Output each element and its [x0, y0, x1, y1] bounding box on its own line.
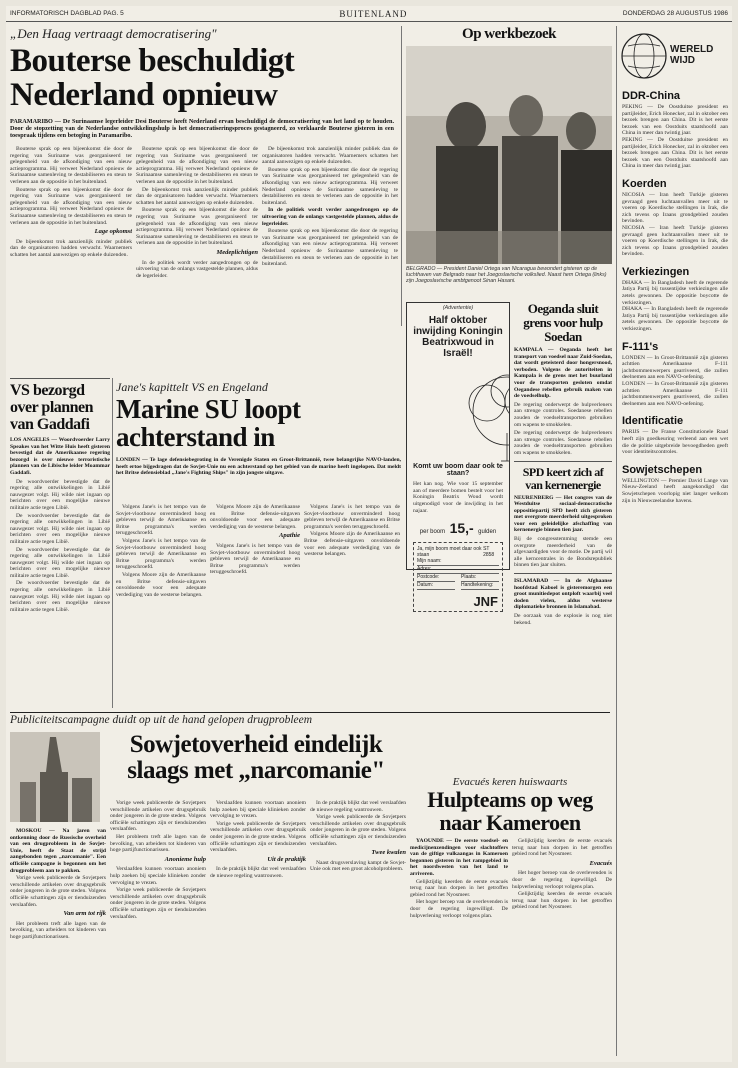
coupon-row	[417, 574, 499, 582]
section-rule	[10, 378, 110, 379]
article-lead: NEURENBERG — Het congres van de Westduitse sociaal-democratische oppositiepartij SPD heeft zich gisteren met overgrote meerderheid uitgesproken voor een geleidelijke afschaffing van kernenergie binnen tien jaar.	[514, 494, 612, 534]
ad-tree-question: Komt uw boom daar ook te staan?	[413, 463, 503, 478]
article-paragraph: Volgens Moore zijn de Amerikaanse en Britse defensie-uitgaven onvoldoende voor een adequate verdediging van de westerse belangen.	[304, 531, 400, 558]
ad-coupon[interactable]	[413, 542, 503, 612]
article-paragraph: Het probleem treft alle lagen van de bevolking, van arbeiders tot kinderen van hoge partijfunctionarissen.	[10, 920, 106, 940]
article-paragraph: Verslaafden kunnen voortaan anoniem hulp zoeken bij speciale klinieken zonder vervolging te vrezen.	[210, 800, 306, 820]
article-paragraph: De woordvoerder bevestigde dat de regering alle ontwikkelingen in Libië nauwgezet volgt. Hij wilde niet ingaan op berichten over een mogelijke nieuwe militaire actie tegen Libië.	[10, 478, 110, 511]
article-subhead: Apathie	[279, 532, 300, 540]
coupon-field-name[interactable]: Mijn naam:	[417, 558, 499, 566]
coupon-field-address[interactable]: Adres:	[417, 566, 499, 574]
article-suriname-col2	[136, 146, 258, 376]
moscow-skyline-image	[10, 732, 100, 822]
sidebar-item-text: NICOSIA — Iran heeft Turkije gisteren gevraagd geen luchtaanvallen meer uit te voeren op Koerdische stellingen in Irak, die zich tevens op Iraans grondgebied zouden bevinden.	[622, 224, 728, 258]
coupon-title: Ja, mijn boom moet daar ook staan	[417, 546, 482, 559]
article-kicker: „Den Haag vertraagt democratisering"	[10, 26, 217, 41]
news-photo	[406, 46, 612, 264]
article-marine-col3	[304, 504, 400, 709]
coupon-field-signature[interactable]: Handtekening:	[461, 582, 499, 590]
article-paragraph: Bouterse sprak op een bijeenkomst die door de regering van Suriname was georganiseerd ter gelegenheid van de afkondiging van een nieuw actieprogramma. Hij verweet Nederland opnieuw de Surinaamse samenleving te destabiliseren en steun te verlenen aan de oppositie in het buitenland.	[262, 166, 398, 206]
article-column-oeganda-spd	[514, 302, 612, 772]
article-kicker: Evacués keren huiswaarts	[452, 776, 568, 788]
coupon-field-place[interactable]: Plaats:	[461, 574, 499, 582]
article-drugs-col4	[310, 800, 406, 1058]
article-paragraph: Vorige week publiceerde de Sovjetpers verschillende artikelen over drugsgebruik onder jongeren in de grote steden. Volgens officiële schattingen zijn er tienduizenden verslaafden.	[110, 800, 206, 833]
article-paragraph: De regering onderwerpt de hulpverleners aan strenge controles. Soedanese rebellen zouden de voedseltransporten gebruiken om wapens te smokkelen.	[514, 401, 612, 428]
ad-price-prefix: per boom	[419, 529, 446, 536]
column-rule	[112, 378, 113, 708]
sidebar-item-title: Verkiezingen	[622, 265, 690, 278]
sidebar-logo-box	[620, 28, 728, 86]
article-paragraph: Vorige week publiceerde de Sovjetpers verschillende artikelen over drugsgebruik onder jongeren in de grote steden. Volgens officiële schattingen zijn er tienduizenden verslaafden.	[210, 820, 306, 854]
article-subhead: Medeplichtigen	[216, 248, 258, 256]
article-libya	[10, 382, 110, 712]
article-paragraph: De woordvoerder bevestigde dat de regering alle ontwikkelingen in Libië nauwgezet volgt. Hij wilde niet ingaan op berichten over een mogelijke nieuwe militaire actie tegen Libië.	[10, 512, 110, 545]
article-suriname-header	[10, 26, 400, 146]
ad-headline: Half oktober inwijding Koningin Beatrixwoud in Israël!	[413, 315, 503, 360]
sidebar-item-title: Sowjetschepen	[622, 463, 703, 476]
article-paragraph: Het probleem treft alle lagen van de bevolking, van arbeiders tot kinderen van hoge partijfunctionarissen.	[110, 833, 206, 854]
masthead-left: INFORMATORISCH DAGBLAD PAG. 5	[10, 10, 124, 17]
article-paragraph: Het hoger beroep van de overlevenden is door de regering ingewilligd. De hulpverlening verloopt volgens plan.	[512, 870, 612, 890]
article-drugs-col3	[210, 800, 306, 1058]
article-paragraph: Bouterse sprak op een bijeenkomst die door de regering van Suriname was georganiseerd ter gelegenheid van de afkondiging van een nieuw actieprogramma. Hij verweet Nederland opnieuw de Surinaamse samenleving te destabiliseren en steun te verlenen aan de oppositie in het buitenland.	[10, 146, 132, 185]
article-subhead: Twee kwalen	[371, 849, 406, 857]
article-paragraph: Verslaafden kunnen voortaan anoniem hulp zoeken bij speciale klinieken zonder vervolging te vrezen.	[110, 866, 206, 886]
sidebar-item-text: WELLINGTON — Premier David Lange van Nieuw-Zeeland heeft aangekondigd dat Sowjetschepen voorlopig niet langer welkom zijn in Nieuwzeelandse havens.	[622, 477, 728, 504]
sidebar-item-text: PARIJS — De Franse Constitutionele Raad heeft zijn goedkeuring verleend aan een wet die de politie uitgebreide bevoegdheden geeft voor identiteitscontroles.	[622, 429, 728, 456]
sidebar-item-title: Identificatie	[622, 415, 684, 428]
article-paragraph: Vorige week publiceerde de Sovjetpers verschillende artikelen over drugsgebruik onder jongeren in de grote steden. Volgens officiële schattingen zijn er tienduizenden verslaafden.	[310, 814, 406, 847]
article-paragraph: De bijeenkomst trok aanzienlijk minder publiek dan de organisatoren hadden verwacht. Waarnemers schatten het aantal aanwezigen op enkele duizenden.	[136, 186, 258, 206]
photo-caption: BELGRADO — President Daniel Ortega van Nicaragua bewondert gisteren op de luchthaven van Belgrado naar het Joegoslavische volkslied. Naast hem Ortega (links) zijn Joegoslavische ambtgenoot Sinan Hasani.	[406, 266, 607, 285]
article-lead: YAOUNDÉ — De eerste voedsel- en medicijnenzendingen voor slachtoffers van de giftige vulkaangas in Kameroen begonnen gisteren in het rampgebied in het noordwesten van het land te arriveren.	[410, 838, 508, 877]
article-headline: Sowjetoverheid eindelijk slaags met „narcomanie"	[127, 732, 385, 784]
article-paragraph: In de praktijk blijkt dat veel verslaafden de nieuwe regeling wantrouwen.	[310, 800, 406, 813]
sidebar-item	[622, 266, 728, 333]
article-paragraph: Volgens Moore zijn de Amerikaanse en Britse defensie-uitgaven onvoldoende voor een adequate verdediging van de westerse belangen.	[116, 571, 206, 598]
article-subhead: Evacués	[589, 859, 612, 867]
article-paragraph: De regering onderwerpt de hulpverleners aan strenge controles. Soedanese rebellen zouden de voedseltransporten gebruiken om wapens te smokkelen.	[514, 430, 612, 456]
article-paragraph: Volgens Jane's is het tempo van de Sovjet-vlootbouw onverminderd hoog gebleven terwijl de Amerikaanse en Britse programma's werden teruggeschroefd.	[116, 504, 206, 537]
masthead-date: DONDERDAG 28 AUGUSTUS 1986	[622, 10, 728, 17]
article-kameroen-header	[410, 776, 610, 836]
photo-title: Op werkbezoek	[462, 26, 556, 42]
coupon-header	[417, 546, 499, 558]
sidebar-item-text: DHAKA — In Bangladesh heeft de regerende Jatiya Partij bij tussentijdse verkiezingen alle zetels gewonnen. De oppositie boycotte de verkiezingen.	[622, 279, 728, 306]
article-suriname-col3	[262, 146, 398, 376]
article-paragraph: Volgens Moore zijn de Amerikaanse en Britse defensie-uitgaven onvoldoende voor een adequate verdediging van de westerse belangen.	[210, 504, 300, 530]
article-paragraph: De woordvoerder bevestigde dat de regering alle ontwikkelingen in Libië nauwgezet volgt. Hij wilde niet ingaan op berichten over een mogelijke nieuwe militaire actie tegen Libië.	[10, 546, 110, 579]
tree-illustration	[407, 363, 509, 463]
sidebar-item	[622, 341, 728, 408]
advertisement	[406, 302, 510, 610]
article-kicker: Publiciteitscampagne duidt op uit de hand gelopen drugprobleem	[10, 714, 313, 726]
article-paragraph: De bijeenkomst trok aanzienlijk minder publiek dan de organisatoren hadden verwacht. Waarnemers schatten het aantal aanwezigen op enkele duizenden.	[262, 146, 398, 166]
sidebar-item-text: NICOSIA — Iran heeft Turkije gisteren gevraagd geen luchtaanvallen meer uit te voeren op Koerdische stellingen in Irak, die zich tevens op Iraans grondgebied zouden bevinden.	[622, 191, 728, 225]
ad-body: Het kan nog. Wie voor 15 september aan of meerdere bomen bestelt voor het Koningin Beatrix Woud wordt uitgenodigd voor de inwijding in het najaar.	[413, 481, 503, 514]
article-paragraph: De oorzaak van de explosie is nog niet bekend.	[514, 613, 612, 626]
sidebar-item	[622, 90, 728, 170]
masthead	[6, 6, 732, 22]
article-suriname-col1	[10, 146, 132, 376]
coupon-ref: ST 2858	[483, 546, 495, 559]
ad-label: (Advertentie)	[442, 305, 474, 311]
photo-image	[406, 46, 612, 264]
article-paragraph: Bij de congresstemming stemde een overgrote meerderheid van de afgevaardigden voor de motie. De partij wil alle kerncentrales in de Bondsrepubliek binnen tien jaar sluiten.	[514, 536, 612, 569]
sidebar-item-title: Koerden	[622, 177, 667, 190]
section-rule	[514, 461, 612, 462]
article-headline: VS bezorgd over plannen van Gaddafi	[10, 382, 94, 433]
photo-title-wrap	[406, 26, 612, 42]
sidebar-item-text: PEKING — De Oostduitse president en partijleider, Erich Honecker, zal in oktober een bezoek brengen aan China. Dit is het eerste bezoek van een Oostduits staatshoofd aan China in meer dan twintig jaar.	[622, 136, 728, 170]
article-drugs-col2	[110, 800, 206, 1058]
article-subhead: Van arm tot rijk	[63, 910, 106, 918]
moscow-photo	[10, 732, 100, 822]
article-body	[10, 479, 110, 614]
article-drugs-col1	[10, 828, 106, 1058]
article-paragraph: Vorige week publiceerde de Sovjetpers verschillende artikelen over drugsgebruik onder jongeren in de grote steden. Volgens officiële schattingen zijn er tienduizenden verslaafden.	[10, 875, 106, 908]
article-headline: Marine SU loopt achterstand in	[116, 394, 301, 452]
article-paragraph: Bouterse sprak op een bijeenkomst die door de regering van Suriname was georganiseerd ter gelegenheid van de afkondiging van een nieuw actieprogramma. Hij verweet Nederland opnieuw de Surinaamse samenleving te destabiliseren en steun te verlenen aan de oppositie in het buitenland.	[136, 207, 258, 247]
coupon-row	[417, 582, 499, 590]
sidebar-item-title: F-111's	[622, 340, 659, 353]
article-subhead: Uit de praktijk	[267, 855, 306, 863]
article-lead: KAMPALA — Oeganda heeft het transport van voedsel naar Zuid-Soedan, dat wordt geteisterd door hongersnood, verboden. Volgens de autoriteiten in Kampala is de grens met het buurland voor de transporten gesloten omdat Oegandese rebellen gebruik maken van de voedselhulp.	[514, 347, 612, 400]
article-lead: LOS ANGELES — Woordvoerder Larry Speakes van het Witte Huis heeft gisteren bevestigd dat de Amerikaanse regering bezorgd is over nieuwe terroristische plannen van de Libische leider Moammar Gaddafi.	[10, 437, 110, 476]
ad-price-suffix: gulden	[478, 529, 497, 536]
article-lead: PARAMARIBO — De Surinaamse legerleider Desi Bouterse heeft Nederland ervan beschuldigd de democratisering van het land op te houden. Door de stopzetting van de Nederlandse ontwikkelingshulp is het democratiseringsproces gestagneerd, zo verklaarde Bouterse gisteren in een toespraak tijdens een betoging in Paramaribo.	[10, 118, 394, 140]
sidebar-item-text: PEKING — De Oostduitse president en partijleider, Erich Honecker, zal in oktober een bezoek brengen aan China. Dit is het eerste bezoek van een Oostduits staatshoofd aan China in meer dan twintig jaar.	[622, 104, 728, 137]
article-subhead: Lage opkomst	[94, 228, 132, 236]
article-paragraph: Gelijktijdig keerden de eerste evacués terug naar hun dorpen in het getroffen gebied rond het Nyosmeer.	[512, 838, 612, 858]
article-marine-col1	[116, 504, 206, 709]
article-paragraph: In de politiek wordt verder aangedrongen op de uitvoering van de onlangs vastgestelde plannen, aldus de legerleider.	[262, 207, 398, 227]
sidebar-item	[622, 415, 728, 455]
column-rule	[616, 26, 617, 1056]
article-kameroen-col2	[512, 838, 612, 1058]
article-drugs-headline-wrap	[106, 732, 406, 796]
article-kameroen-col1	[410, 838, 508, 1058]
jnf-logo: JNF	[473, 594, 498, 610]
sidebar-item	[622, 464, 728, 504]
article-lead: ISLAMABAD — In de Afghaanse hoofdstad Kaboel is gisteremorgen een groot munitiedepot ontploft waarbij veel doden vielen, aldus westerse diplomatieke bronnen in Islamabad.	[514, 578, 612, 611]
article-lead: MOSKOU — Na jaren van ontkenning door de Russische overheid van een drugprobleem in de Sovjet-Unie, heeft de Staat de strijd aangebonden tegen „narcomanie". Een officiële campagne is begonnen om het drugprobleem aan te pakken.	[10, 828, 106, 874]
article-headline: SPD keert zich af van kernenergie	[522, 464, 604, 492]
article-paragraph: Gelijktijdig keerden de eerste evacués terug naar hun dorpen in het getroffen gebied rond het Nyosmeer.	[512, 891, 612, 911]
article-headline: Hulpteams op weg naar Kameroen	[427, 787, 593, 835]
article-paragraph: Gelijktijdig keerden de eerste evacués terug naar hun dorpen in het getroffen gebied rond het Nyosmeer.	[410, 878, 508, 898]
article-lead: LONDEN — Te lage defensiebegroting in de Verenigde Staten en Groot-Brittannië, twee belangrijke NAVO-landen, heeft ertoe bijgedragen dat de Sovjet-Unie nu een achterstand op het gebied van de marine heeft ingelopen. Dat meldt het Britse defensieblad „Jane's Fighting Ships" in zijn jongste uitgave.	[116, 457, 401, 477]
sidebar-item-text: DHAKA — In Bangladesh heeft de regerende Jatiya Partij bij tussentijdse verkiezingen alle zetels gewonnen. De oppositie boycotte de verkiezingen.	[622, 306, 728, 333]
ad-price-row	[407, 520, 509, 538]
article-paragraph: Vorige week publiceerde de Sovjetpers verschillende artikelen over drugsgebruik onder jongeren in de grote steden. Volgens officiële schattingen zijn er tienduizenden verslaafden.	[110, 887, 206, 920]
article-kicker: Jane's kapittelt VS en Engeland	[116, 380, 268, 394]
article-subhead: Anonieme hulp	[164, 855, 206, 863]
article-headline: Oeganda sluit grens voor hulp Soedan	[523, 302, 603, 344]
article-paragraph: Volgens Jane's is het tempo van de Sovjet-vlootbouw onverminderd hoog gebleven terwijl de Amerikaanse en Britse programma's werden teruggeschroefd.	[116, 537, 206, 571]
article-marine-header	[116, 380, 401, 500]
newspaper-page	[6, 6, 732, 1062]
sidebar-item	[622, 178, 728, 258]
article-paragraph: De woordvoerder bevestigde dat de regering alle ontwikkelingen in Libië nauwgezet volgt. Hij wilde niet ingaan op berichten over een mogelijke nieuwe militaire actie tegen Libië.	[10, 580, 110, 613]
article-paragraph: Volgens Jane's is het tempo van de Sovjet-vlootbouw onverminderd hoog gebleven terwijl de Amerikaanse en Britse programma's werden teruggeschroefd.	[210, 542, 300, 576]
section-title: BUITENLAND	[339, 8, 408, 19]
article-paragraph: Bouterse sprak op een bijeenkomst die door de regering van Suriname was georganiseerd ter gelegenheid van de afkondiging van een nieuw actieprogramma. Hij verweet Nederland opnieuw de Surinaamse samenleving te destabiliseren en steun te verlenen aan de oppositie in het buitenland.	[262, 228, 398, 268]
section-rule	[514, 573, 612, 574]
article-paragraph: Bouterse sprak op een bijeenkomst die door de regering van Suriname was georganiseerd ter gelegenheid van de afkondiging van een nieuw actieprogramma. Hij verweet Nederland opnieuw de Surinaamse samenleving te destabiliseren en steun te verlenen aan de oppositie in het buitenland.	[10, 186, 132, 226]
article-marine-col2	[210, 504, 300, 709]
article-paragraph: De bijeenkomst trok aanzienlijk minder publiek dan de organisatoren hadden verwacht. Waarnemers schatten het aantal aanwezigen op enkele duizenden.	[10, 238, 132, 258]
sidebar-item-text: LONDEN — In Groot-Brittannië zijn gisteren achttien Amerikaanse F-111 jachtbommenwerpers gearriveerd, die zullen deelnemen aan een NAVO-oefening.	[622, 381, 728, 407]
sidebar-item-text: LONDEN — In Groot-Brittannië zijn gisteren achttien Amerikaanse F-111 jachtbommenwerpers gearriveerd, die zullen deelnemen aan een NAVO-oefening.	[622, 354, 728, 381]
article-paragraph: In de praktijk blijkt dat veel verslaafden de nieuwe regeling wantrouwen.	[210, 866, 306, 879]
article-paragraph: Naast drugsverslaving kampt de Sovjet-Unie ook met een groot alcoholprobleem.	[310, 859, 406, 873]
sidebar-logo-text: WERELD WIJD	[670, 44, 714, 66]
article-paragraph: Het hoger beroep van de overlevenden is door de regering ingewilligd. De hulpverlening verloopt volgens plan.	[410, 899, 508, 919]
article-paragraph: In de politiek wordt verder aangedrongen op de uitvoering van de onlangs vastgestelde plannen, aldus de legerleider.	[136, 259, 258, 279]
article-headline: Bouterse beschuldigt Nederland opnieuw	[10, 43, 295, 113]
article-paragraph: Volgens Jane's is het tempo van de Sovjet-vlootbouw onverminderd hoog gebleven terwijl de Amerikaanse en Britse programma's werden teruggeschroefd.	[304, 504, 400, 530]
article-paragraph: Bouterse sprak op een bijeenkomst die door de regering van Suriname was georganiseerd ter gelegenheid van de afkondiging van een nieuw actieprogramma. Hij verweet Nederland opnieuw de Surinaamse samenleving te destabiliseren en steun te verlenen aan de oppositie in het buitenland.	[136, 146, 258, 185]
sidebar-news	[622, 90, 728, 1058]
coupon-field-postcode[interactable]: Postcode:	[417, 574, 455, 582]
ad-price: 15,-	[449, 520, 474, 537]
sidebar-item-title: DDR-China	[622, 90, 681, 102]
column-rule	[401, 26, 402, 326]
coupon-field-date[interactable]: Datum:	[417, 582, 455, 590]
